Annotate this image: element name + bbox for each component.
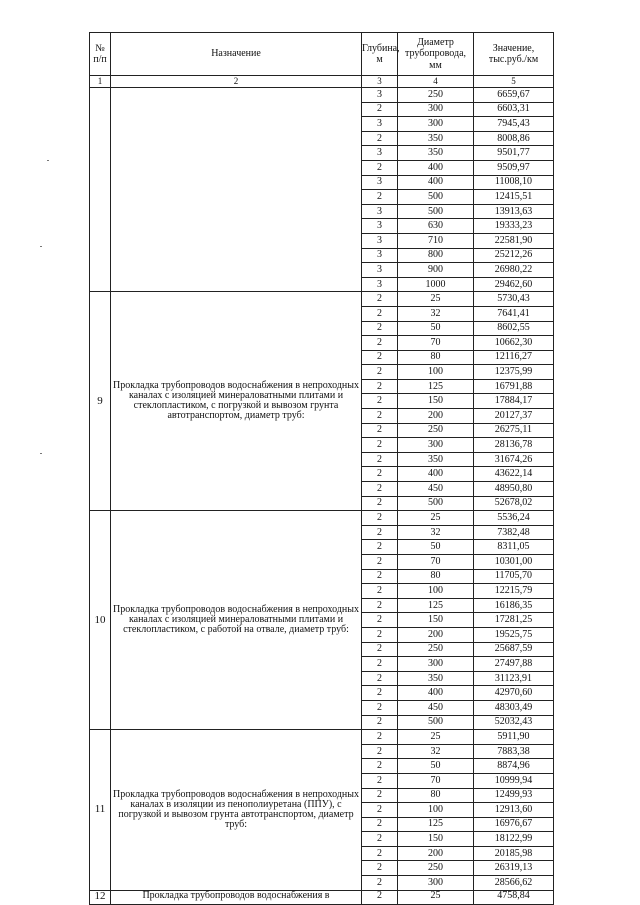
scan-mark: [40, 453, 42, 454]
diameter-cell: 500: [398, 204, 474, 219]
value-cell: 7641,41: [474, 306, 554, 321]
column-number: 1: [90, 76, 111, 88]
header-value: Значение, тыс.руб./км: [474, 33, 554, 76]
depth-cell: 2: [362, 525, 398, 540]
depth-cell: 2: [362, 788, 398, 803]
tariff-table: [89, 32, 554, 905]
diameter-cell: 80: [398, 788, 474, 803]
depth-cell: 2: [362, 584, 398, 599]
value-cell: 8311,05: [474, 540, 554, 555]
diameter-cell: 350: [398, 671, 474, 686]
depth-cell: 2: [362, 627, 398, 642]
depth-cell: 2: [362, 350, 398, 365]
row-number: 9: [90, 292, 111, 511]
depth-cell: 2: [362, 336, 398, 351]
row-number: [90, 88, 111, 292]
depth-cell: 2: [362, 861, 398, 876]
value-cell: 11705,70: [474, 569, 554, 584]
header-row: [90, 33, 554, 76]
depth-cell: 2: [362, 190, 398, 205]
value-cell: 28566,62: [474, 876, 554, 891]
depth-cell: 2: [362, 715, 398, 730]
depth-cell: 2: [362, 321, 398, 336]
depth-cell: 2: [362, 306, 398, 321]
value-cell: 16976,67: [474, 817, 554, 832]
value-cell: 31674,26: [474, 452, 554, 467]
depth-cell: 2: [362, 569, 398, 584]
value-cell: 20127,37: [474, 409, 554, 424]
diameter-cell: 300: [398, 102, 474, 117]
depth-cell: 2: [362, 803, 398, 818]
depth-cell: 2: [362, 379, 398, 394]
diameter-cell: 350: [398, 146, 474, 161]
depth-cell: 2: [362, 642, 398, 657]
diameter-cell: 400: [398, 160, 474, 175]
diameter-cell: 150: [398, 832, 474, 847]
depth-cell: 2: [362, 876, 398, 891]
value-cell: 26275,11: [474, 423, 554, 438]
diameter-cell: 300: [398, 117, 474, 132]
depth-cell: 3: [362, 117, 398, 132]
diameter-cell: 630: [398, 219, 474, 234]
depth-cell: 2: [362, 759, 398, 774]
depth-cell: 2: [362, 540, 398, 555]
diameter-cell: 300: [398, 438, 474, 453]
depth-cell: 2: [362, 365, 398, 380]
diameter-cell: 450: [398, 700, 474, 715]
value-cell: 27497,88: [474, 657, 554, 672]
diameter-cell: 32: [398, 525, 474, 540]
value-cell: 48303,49: [474, 700, 554, 715]
value-cell: 10662,30: [474, 336, 554, 351]
diameter-cell: 710: [398, 233, 474, 248]
diameter-cell: 32: [398, 744, 474, 759]
diameter-cell: 100: [398, 803, 474, 818]
value-cell: 8008,86: [474, 131, 554, 146]
depth-cell: 2: [362, 657, 398, 672]
diameter-cell: 400: [398, 686, 474, 701]
diameter-cell: 200: [398, 846, 474, 861]
value-cell: 5730,43: [474, 292, 554, 307]
depth-cell: 2: [362, 700, 398, 715]
value-cell: 13913,63: [474, 204, 554, 219]
column-number: 4: [398, 76, 474, 88]
value-cell: 5911,90: [474, 730, 554, 745]
depth-cell: 2: [362, 102, 398, 117]
value-cell: 6603,31: [474, 102, 554, 117]
table-row: [90, 511, 554, 526]
row-description: [111, 88, 362, 292]
depth-cell: 2: [362, 438, 398, 453]
depth-cell: 2: [362, 482, 398, 497]
depth-cell: 3: [362, 233, 398, 248]
depth-cell: 2: [362, 598, 398, 613]
value-cell: 20185,98: [474, 846, 554, 861]
depth-cell: 2: [362, 613, 398, 628]
diameter-cell: 70: [398, 773, 474, 788]
depth-cell: 2: [362, 744, 398, 759]
value-cell: 52032,43: [474, 715, 554, 730]
diameter-cell: 500: [398, 496, 474, 511]
value-cell: 7945,43: [474, 117, 554, 132]
depth-cell: 2: [362, 423, 398, 438]
depth-cell: 3: [362, 219, 398, 234]
value-cell: 25687,59: [474, 642, 554, 657]
depth-cell: 2: [362, 832, 398, 847]
diameter-cell: 125: [398, 598, 474, 613]
scan-mark: [40, 246, 42, 247]
row-number: 11: [90, 730, 111, 891]
row-description: Прокладка трубопроводов водоснабжения в: [111, 890, 362, 905]
diameter-cell: 300: [398, 657, 474, 672]
value-cell: 43622,14: [474, 467, 554, 482]
depth-cell: 3: [362, 248, 398, 263]
value-cell: 9501,77: [474, 146, 554, 161]
depth-cell: 2: [362, 394, 398, 409]
depth-cell: 3: [362, 88, 398, 103]
diameter-cell: 80: [398, 569, 474, 584]
value-cell: 26980,22: [474, 263, 554, 278]
depth-cell: 3: [362, 146, 398, 161]
value-cell: 16186,35: [474, 598, 554, 613]
diameter-cell: 25: [398, 511, 474, 526]
header-num: № п/п: [90, 33, 111, 76]
value-cell: 48950,80: [474, 482, 554, 497]
depth-cell: 2: [362, 890, 398, 905]
depth-cell: 3: [362, 277, 398, 292]
value-cell: 8602,55: [474, 321, 554, 336]
diameter-cell: 50: [398, 759, 474, 774]
diameter-cell: 25: [398, 292, 474, 307]
value-cell: 9509,97: [474, 160, 554, 175]
diameter-cell: 250: [398, 861, 474, 876]
value-cell: 25212,26: [474, 248, 554, 263]
value-cell: 12375,99: [474, 365, 554, 380]
depth-cell: 2: [362, 846, 398, 861]
value-cell: 4758,84: [474, 890, 554, 905]
diameter-cell: 70: [398, 555, 474, 570]
value-cell: 31123,91: [474, 671, 554, 686]
scan-mark: [47, 160, 49, 161]
depth-cell: 2: [362, 131, 398, 146]
column-number: 3: [362, 76, 398, 88]
value-cell: 17281,25: [474, 613, 554, 628]
value-cell: 12116,27: [474, 350, 554, 365]
diameter-cell: 400: [398, 467, 474, 482]
header-depth: Глубина, м: [362, 33, 398, 76]
diameter-cell: 80: [398, 350, 474, 365]
value-cell: 12499,93: [474, 788, 554, 803]
row-number: 10: [90, 511, 111, 730]
value-cell: 6659,67: [474, 88, 554, 103]
value-cell: 10301,00: [474, 555, 554, 570]
header-name: Назначение: [111, 33, 362, 76]
diameter-cell: 100: [398, 584, 474, 599]
table-body: [90, 88, 554, 905]
depth-cell: 3: [362, 204, 398, 219]
depth-cell: 2: [362, 452, 398, 467]
diameter-cell: 400: [398, 175, 474, 190]
column-number: 2: [111, 76, 362, 88]
value-cell: 8874,96: [474, 759, 554, 774]
depth-cell: 2: [362, 817, 398, 832]
diameter-cell: 1000: [398, 277, 474, 292]
diameter-cell: 25: [398, 730, 474, 745]
diameter-cell: 250: [398, 423, 474, 438]
diameter-cell: 70: [398, 336, 474, 351]
diameter-cell: 200: [398, 409, 474, 424]
value-cell: 7382,48: [474, 525, 554, 540]
header-diameter: Диаметр трубопровода, мм: [398, 33, 474, 76]
diameter-cell: 100: [398, 365, 474, 380]
column-number: 5: [474, 76, 554, 88]
value-cell: 19333,23: [474, 219, 554, 234]
diameter-cell: 500: [398, 715, 474, 730]
depth-cell: 3: [362, 175, 398, 190]
value-cell: 12913,60: [474, 803, 554, 818]
value-cell: 16791,88: [474, 379, 554, 394]
diameter-cell: 500: [398, 190, 474, 205]
value-cell: 12215,79: [474, 584, 554, 599]
row-description: Прокладка трубопроводов водоснабжения в непроходных каналах в изоляции из пенополиуретана (ППУ), с погрузкой и вывозом грунта автотранспортом, диаметр труб:: [111, 730, 362, 891]
value-cell: 11008,10: [474, 175, 554, 190]
value-cell: 28136,78: [474, 438, 554, 453]
depth-cell: 2: [362, 511, 398, 526]
diameter-cell: 300: [398, 876, 474, 891]
diameter-cell: 32: [398, 306, 474, 321]
depth-cell: 2: [362, 160, 398, 175]
table-row: [90, 890, 554, 905]
diameter-cell: 150: [398, 613, 474, 628]
value-cell: 18122,99: [474, 832, 554, 847]
value-cell: 19525,75: [474, 627, 554, 642]
depth-cell: 2: [362, 292, 398, 307]
value-cell: 29462,60: [474, 277, 554, 292]
depth-cell: 2: [362, 730, 398, 745]
diameter-cell: 25: [398, 890, 474, 905]
value-cell: 42970,60: [474, 686, 554, 701]
diameter-cell: 200: [398, 627, 474, 642]
diameter-cell: 350: [398, 131, 474, 146]
diameter-cell: 800: [398, 248, 474, 263]
diameter-cell: 350: [398, 452, 474, 467]
value-cell: 52678,02: [474, 496, 554, 511]
column-number-row: [90, 76, 554, 88]
table-row: [90, 88, 554, 103]
depth-cell: 2: [362, 671, 398, 686]
value-cell: 22581,90: [474, 233, 554, 248]
depth-cell: 2: [362, 467, 398, 482]
depth-cell: 3: [362, 263, 398, 278]
value-cell: 17884,17: [474, 394, 554, 409]
depth-cell: 2: [362, 555, 398, 570]
diameter-cell: 50: [398, 321, 474, 336]
value-cell: 12415,51: [474, 190, 554, 205]
value-cell: 7883,38: [474, 744, 554, 759]
table-row: [90, 292, 554, 307]
depth-cell: 2: [362, 686, 398, 701]
depth-cell: 2: [362, 496, 398, 511]
row-description: Прокладка трубопроводов водоснабжения в непроходных каналах с изоляцией минераловатными плитами и стеклопластиком, с погрузкой и вывозом грунта автотранспортом, диаметр труб:: [111, 292, 362, 511]
row-description: Прокладка трубопроводов водоснабжения в непроходных каналах с изоляцией минераловатными плитами и стеклопластиком, с работой на отвале, диаметр труб:: [111, 511, 362, 730]
diameter-cell: 900: [398, 263, 474, 278]
value-cell: 10999,94: [474, 773, 554, 788]
diameter-cell: 250: [398, 88, 474, 103]
diameter-cell: 50: [398, 540, 474, 555]
diameter-cell: 125: [398, 817, 474, 832]
table-row: [90, 730, 554, 745]
depth-cell: 2: [362, 409, 398, 424]
value-cell: 5536,24: [474, 511, 554, 526]
diameter-cell: 250: [398, 642, 474, 657]
diameter-cell: 125: [398, 379, 474, 394]
value-cell: 26319,13: [474, 861, 554, 876]
row-number: 12: [90, 890, 111, 905]
diameter-cell: 450: [398, 482, 474, 497]
depth-cell: 2: [362, 773, 398, 788]
diameter-cell: 150: [398, 394, 474, 409]
